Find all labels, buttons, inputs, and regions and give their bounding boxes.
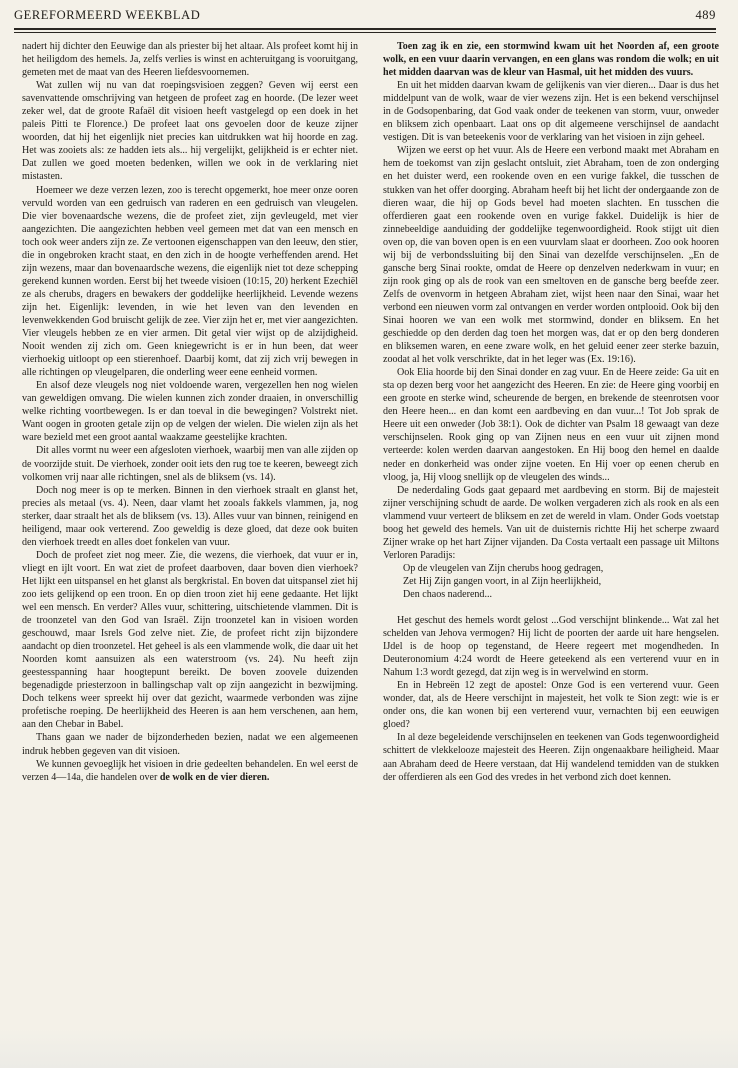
paragraph <box>22 758 358 784</box>
paragraph: Wijzen we eerst op het vuur. Als de Heere een verbond maakt met Abraham en hem de toekomst van zijn geslacht ontsluit, ziet Abraham, toen de zon onderging en het duister werd, een rookende oven en een vurige fakkel, die tusschen de stukken van het offer doorging. Abraham heeft bij het licht der ondergaande zon de dieren waar, die hij op Gods bevel had moeten slachten. En tusschen die offerdieren gaat een rookende oven en vurige fakkel. Duidelijk is hier de zinnebeeldige aanduiding der goddelijke tegenwoordigheid. Rook stijgt uit dien oven op, die van boven open is en een vuurvlam slaat er doorheen. Zoo ook hooren wij bij de verbondssluiting bij den Sinai van dezelfde verschijnselen. „En de gansche berg Sinai rookte, omdat de Heere op denzelven nederkwam in vuur; en zijn rook ging op als de rook van een smeltoven en de gansche berg beefde zeer. Zelfs de ovenvorm in hetgeen Abraham ziet, wijst heen naar den Sinai, waar het verbond een nieuwen vorm zal ontvangen en verder worden ontplooid. Ook bij den Sinai hooren we van een wolk met stormwind, donder en bliksem. En het geschiedde op den derden dag toen het morgen was, dat er op den berg donderen en bliksemen waren, en eene zware wolk, en het geluid eener zeer sterke bazuin, zoodat al het volk verschrikte, dat in het leger was (Ex. 19:16). <box>383 145 719 366</box>
running-header <box>14 8 716 23</box>
paragraph: Doch nog meer is op te merken. Binnen in den vierhoek straalt en glanst het, precies als metaal (vs. 4). Neen, daar vlamt het zooals fakkels vlammen, ja, nog sterker, daar straalt het als de bliksem (vs. 13). Alles vuur van binnen, reinigend en heiligend, maar ook verterend. Zoo geweldig is deze gloed, dat deze ook buiten den vierhoek treedt en alles doet fonkelen van vuur. <box>22 484 358 548</box>
paragraph: De nederdaling Gods gaat gepaard met aardbeving en storm. Bij de majesteit zijner verschijning schudt de aarde. De wolken vergaderen zich als rook en als een vlammend vuur verteert de bliksem en zet de wereld in vlam. Onder Gods voetstap boog het geweld des hemels. Van uit de duisternis richtte Hij het scherpe zwaard Zijner wrake op het hart Zijner vijanden. Da Costa vertaalt een passage uit Miltons Verloren Paradijs: <box>383 484 719 561</box>
paragraph: Dit alles vormt nu weer een afgesloten vierhoek, waarbij men van alle zijden op de voorzijde stuit. De vierhoek, zonder ooit iets den rug toe te keeren, beweegt zich volkomen vrij naar alle richtingen, snel als de bliksem (vs. 14). <box>22 445 358 483</box>
header-rule-thick <box>14 28 716 30</box>
paragraph: En alsof deze vleugels nog niet voldoende waren, vergezellen hen nog wielen van geweldigen omvang. Die wielen kunnen zich zonder draaien, in onverschillig welke richting voortbewegen. Is er dan toeval in die bewegingen? Volstrekt niet. Want oogen in grooten getale zijn op de velgen der wielen. Die wielen zijn als het ware bezield met een groot aantal waakzame geestelijke krachten. <box>22 380 358 444</box>
scripture-quote: Toen zag ik en zie, een stormwind kwam uit het Noorden af, een groote wolk, en een vuur daarin vervangen, en een glans was rondom die wolk; en uit het midden daarvan was de kleur van Hasmal, uit het midden des vuurs. <box>383 41 719 79</box>
poem-line: Den chaos naderend... <box>403 588 492 600</box>
page-bottom-margin <box>0 1028 738 1068</box>
page-number: 489 <box>695 8 716 22</box>
paragraph: Het geschut des hemels wordt gelost ...God verschijnt blinkende... Wat zal het schelden van Jehova vermogen? Hij licht de poorten der aarde uit hare hengselen. IJdel is de hoop op tegenstand, de Heere regeert met mogendheden. In Deuteronomium 4:24 wordt de Heere geteekend als een verterend vuur en in Nahum 1:3 wordt gezegd, dat zijn weg is in wervelwind en storm. <box>383 615 719 679</box>
paragraph: Doch de profeet ziet nog meer. Zie, die wezens, die vierhoek, dat vuur er in, vliegt en ijlt voort. En wat ziet de profeet daarboven, daar boven dien vierhoek? Het lijkt een uitspansel en het glanst als bergkristal. En boven dat uitspansel ziet hij zoo iets gelijkend op een troon. En op dien troon ziet hij eene gedaante. Het lijkt wel een mensch. En verder? Alles vuur, schittering, uitschietende vlammen. Dit is de troonzetel van den God van Israël. Zijn troonzetel kan in visioen worden geschouwd, maar Isrels God zelve niet. Zie, de profeet richt zijn bijzondere aandacht op dien troonzetel. Het geheel is als een vlammende wolk, die daar uit het Noorden komt aansuizen als een waterstroom (vs. 24). Nu heeft zijn geestesspanning haar hoogtepunt bereikt. De boven zoovele duizenden begenadigde priesterzoon in ballingschap valt op zijn aangezicht in bezwijming. Doch telkens weer spreekt hij over dat gezicht, waarmede verbonden was zijne profetische roeping. De heerlijkheid des Heeren is aan hem verschenen, aan hem, aan den Chebar in Babel. <box>22 549 358 731</box>
paragraph: En in Hebreën 12 zegt de apostel: Onze God is een verterend vuur. Geen wonder, dat, als de Heere verschijnt in majesteit, het volk te Sion zegt: wie is er onder ons, die kan wonen bij een verterend vuur, vernachten bij een eeuwigen gloed? <box>383 680 719 731</box>
header-rule-thin <box>14 32 716 33</box>
journal-title: GEREFORMEERD WEEKBLAD <box>14 8 201 22</box>
paragraph: Wat zullen wij nu van dat roepingsvisioen zeggen? Geven wij eerst een savenvattende omschrijving van hetgeen de profeet zag en hoorde. (De lezer weet zeker wel, dat de groote Rafaël dit visioen heeft vastgelegd op een doek in het paleis Pitti te Florence.) De profeet laat ons gevoelen door de keuze zijner woorden, dat hij het eigenlijk niet precies kan uitdrukken wat hij hoorde en zag. Het was zooiets als: ze hadden iets als... hij vergelijkt, gelijkheid is er echter niet. Dat zullen we goed moeten bedenken, willen we ook in de verklaring niet mistasten. <box>22 80 358 183</box>
paragraph: Hoemeer we deze verzen lezen, zoo is terecht opgemerkt, hoe meer onze ooren vervuld worden van een gedruisch van raderen en een gedruisch van vleugelen. Die vier bovenaardsche wezens, die de profeet ziet, zijn gevleugeld, met vier aangezichten. Die aangezichten hebben veel gemeen met dat van een mensch en toch ook weer anders zijn ze. Ze vertoonen eigenschappen van den leeuw, den stier, die in ongebroken kracht staat, en den zich in de hoogte verheffenden arend. Het zijn wezens, maar dan bovenaardsche wezens, die eigenlijk niet tot deze schepping gerekend kunnen worden. Eerst bij het tweede visioen (10:15, 20) herkent Ezechiël ze als cherubs, dragers en bewakers der goddelijke heerlijkheid. Levende wezens zijn het. Eigenlijk: levenden, in wie het leven van den levenden en levenwekkenden God bruischt gelijk de zee. Vier zijn het er, met vier aangezichten. Vier vleugels hebben ze en vier armen. Dit getal vier wijst op de alzijdigheid. Nooit wenden zij zich om. Geen kniegewricht is er in hun been, dat weer vierhoekig uitloopt op een stierenhoef. Daarbij komt, dat zij zich vrij bewegen in alle richtingen op vleugelparen, die onderling weer eene eenheid vormen. <box>22 184 358 379</box>
bold-heading: de wolk en de vier dieren. <box>159 771 270 783</box>
paragraph: Ook Elia hoorde bij den Sinai donder en zag vuur. En de Heere zeide: Ga uit en sta op dezen berg voor het aangezicht des Heeren. En zie: de Heere ging voorbij en een groote en sterke wind, scheurende de bergen, en brekende de steenrotsen voor den Heere heen... en dan komt een aardbeving en dan vuur...! Tot Job sprak de Heere uit een onweder (Job 38:1). Ook de dichter van Psalm 18 gewaagt van deze verschijnselen. Rook ging op van Zijnen neus en een vuur uit zijnen mond verteerde: kolen werden daarvan aangestoken. En Hij boog den hemel en daalde neder en donkerheid was onder zijne voeten. En Hij voer op eenen cherub en vloog, ja, Hij vloog snellijk op de vleugelen des winds... <box>383 367 719 483</box>
poem-quote <box>403 562 719 601</box>
paragraph: In al deze begeleidende verschijnselen en teekenen van Gods tegenwoordigheid schittert de vlekkelooze majesteit des Heeren. Zijn ongenaakbare heiligheid. Maar aan Abraham deed de Heere verstaan, dat Hij wandelend temidden van de stukken der offerdieren als een God des vredes in het verbond zich doet kennen. <box>383 732 719 783</box>
paragraph-text: We kunnen gevoeglijk het visioen in drie gedeelten behandelen. En wel eerst de verzen 4—14a, die handelen over <box>22 758 358 783</box>
paragraph: En uit het midden daarvan kwam de gelijkenis van vier dieren... Daar is dus het middelpunt van de wolk, waar de vier wezens zijn. Het is een bekend verschijnsel in de Godsopenbaring, dat God vaak onder de teekenen van storm, vuur, onweder en bliksem zich openbaart. Laat ons op dit algemeene verschijnsel de aandacht vestigen. Dit is van beteekenis voor de verklaring van het visioen in zijn geheel. <box>383 80 719 144</box>
poem-line: Zet Hij Zijn gangen voort, in al Zijn heerlijkheid, <box>403 575 602 587</box>
poem-line: Op de vleugelen van Zijn cherubs hoog gedragen, <box>403 562 604 574</box>
right-column <box>383 40 719 784</box>
left-column <box>22 40 358 784</box>
paragraph: nadert hij dichter den Eeuwige dan als priester bij het altaar. Als profeet komt hij in het heiligdom des hemels. Ja, zelfs verlies is winst en achteruitgang is vooruitgang, gemeten met de maat van des Heeren liefdesvoornemen. <box>22 41 358 79</box>
paragraph: Thans gaan we nader de bijzonderheden bezien, nadat we een algemeenen indruk hebben gegeven van dit visioen. <box>22 732 358 757</box>
